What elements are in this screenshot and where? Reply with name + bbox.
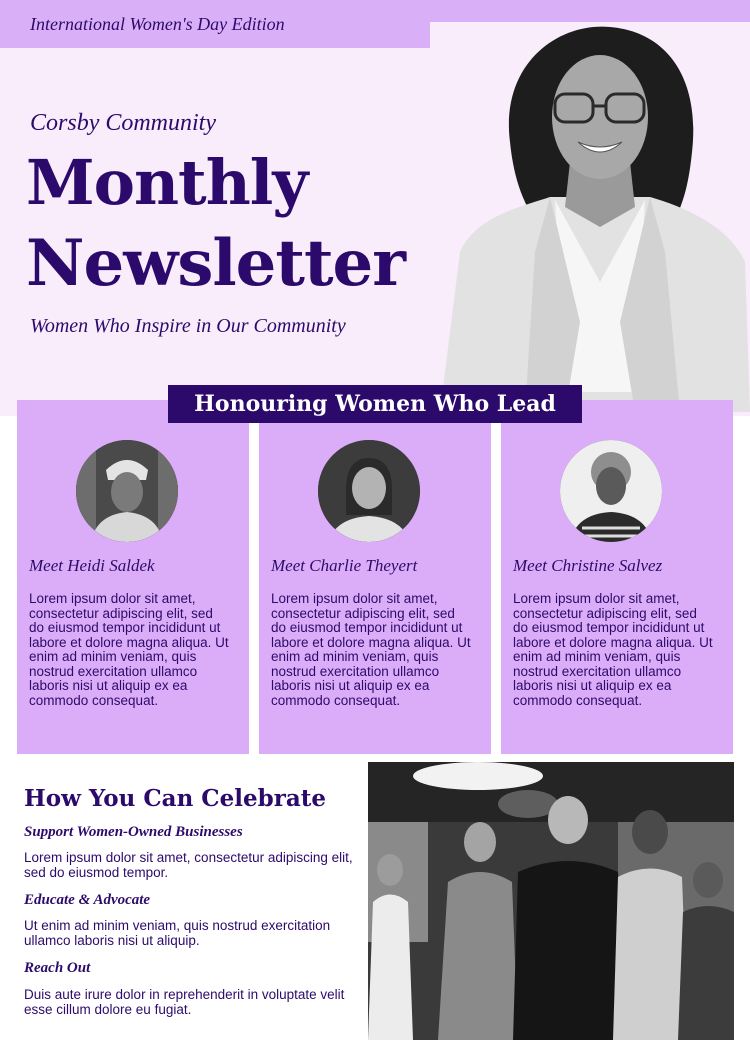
hero-tagline: Women Who Inspire in Our Community — [30, 315, 346, 337]
profile-name: Meet Charlie Theyert — [271, 556, 418, 575]
avatar — [318, 440, 420, 542]
celebrate-item-body: Duis aute irure dolor in reprehenderit in voluptate velit esse cillum dolore eu fugiat. — [24, 987, 345, 1017]
celebrate-item-heading: Reach Out — [24, 960, 91, 976]
profile-card — [17, 400, 249, 754]
edition-text: International Women's Day Edition — [30, 14, 285, 34]
honouring-heading: Honouring Women Who Lead — [168, 385, 582, 423]
avatar — [560, 440, 662, 542]
profile-description: Lorem ipsum dolor sit amet, consectetur adipiscing elit, sed do eiusmod tempor incididunt ut labore et dolore magna aliqua. Ut enim ad minim veniam, quis nostrud exercitation ullamco laboris nisi ut aliquip ex ea commodo consequat. — [29, 591, 229, 708]
profile-description: Lorem ipsum dolor sit amet, consectetur adipiscing elit, sed do eiusmod tempor incididunt ut labore et dolore magna aliqua. Ut enim ad minim veniam, quis nostrud exercitation ullamco laboris nisi ut aliquip ex ea commodo consequat. — [271, 591, 471, 708]
avatar — [76, 440, 178, 542]
newsletter-title-line2: Newsletter — [26, 226, 405, 301]
profile-name: Meet Christine Salvez — [513, 556, 663, 575]
community-name: Corsby Community — [30, 110, 216, 136]
group-photo — [368, 762, 734, 1040]
celebrate-item-heading: Educate & Advocate — [24, 892, 151, 908]
profile-description: Lorem ipsum dolor sit amet, consectetur adipiscing elit, sed do eiusmod tempor incididunt ut labore et dolore magna aliqua. Ut enim ad minim veniam, quis nostrud exercitation ullamco laboris nisi ut aliquip ex ea commodo consequat. — [513, 591, 713, 708]
profile-name: Meet Heidi Saldek — [29, 556, 155, 575]
celebrate-item-body: Ut enim ad minim veniam, quis nostrud exercitation ullamco laboris nisi ut aliquip. — [24, 918, 331, 948]
newsletter-title-line1: Monthly — [26, 146, 308, 219]
hero-portrait-photo — [430, 22, 750, 412]
celebrate-heading: How You Can Celebrate — [24, 785, 326, 812]
profile-card — [501, 400, 733, 754]
celebrate-item-heading: Support Women-Owned Businesses — [24, 824, 243, 840]
profile-card — [259, 400, 491, 754]
celebrate-item-body: Lorem ipsum dolor sit amet, consectetur adipiscing elit, sed do eiusmod tempor. — [24, 850, 353, 880]
